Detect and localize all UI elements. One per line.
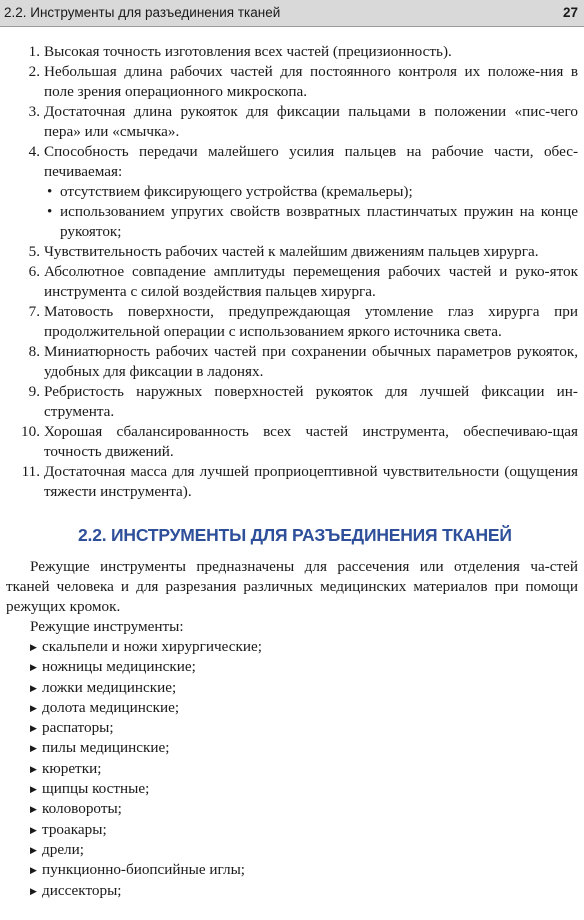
list-item <box>0 637 584 657</box>
bullet-dot-icon: • <box>47 183 53 200</box>
tool-text: распаторы; <box>42 719 114 737</box>
list-item <box>0 678 584 698</box>
list-item <box>0 382 584 422</box>
item-text: Небольшая длина рабочих частей для постоянного контроля их положе-ния в поле зрения операционного микроскопа. <box>44 63 578 100</box>
list-item <box>0 718 584 738</box>
page-content <box>0 26 584 901</box>
triangle-right-icon: ▶ <box>30 844 37 855</box>
item-number: 4. <box>28 143 40 160</box>
item-text: Высокая точность изготовления всех частей (прецизионность). <box>44 43 452 60</box>
list-item <box>0 62 584 102</box>
triangle-right-icon: ▶ <box>30 682 37 693</box>
list-item <box>0 698 584 718</box>
tool-text: дрели; <box>42 840 84 858</box>
triangle-right-icon: ▶ <box>30 885 37 896</box>
sub-item-text: использованием упругих свойств возвратных пластинчатых пружин на конце рукояток; <box>60 203 578 240</box>
item-number: 6. <box>28 263 40 280</box>
item-text: Абсолютное совпадение амплитуды перемещения рабочих частей и руко-яток инструмента с силой воздействия пальцев хирурга. <box>44 263 578 300</box>
list-item <box>0 142 584 182</box>
list-item <box>0 302 584 342</box>
tool-text: пилы медицинские; <box>42 739 170 757</box>
sub-list-item <box>0 182 584 202</box>
item-text: Чувствительность рабочих частей к малейшим движениям пальцев хирурга. <box>44 243 539 260</box>
tools-heading: Режущие инструменты: <box>30 618 184 635</box>
triangle-right-icon: ▶ <box>30 865 37 876</box>
list-item <box>0 42 584 62</box>
tools-list <box>0 637 584 901</box>
page-number: 27 <box>562 5 578 20</box>
list-item <box>0 422 584 462</box>
list-item <box>0 840 584 860</box>
item-number: 5. <box>28 243 40 260</box>
triangle-right-icon: ▶ <box>30 804 37 815</box>
list-item <box>0 657 584 677</box>
triangle-right-icon: ▶ <box>30 763 37 774</box>
tool-text: троакары; <box>42 820 107 838</box>
running-header <box>0 0 584 27</box>
list-item <box>0 820 584 840</box>
tool-text: коловороты; <box>42 800 122 818</box>
requirements-list-continued <box>0 242 584 502</box>
tool-text: пункционно-биопсийные иглы; <box>42 861 246 879</box>
tool-text: диссекторы; <box>42 881 122 899</box>
tool-text: щипцы костные; <box>42 780 150 798</box>
list-item <box>0 779 584 799</box>
list-item <box>0 462 584 502</box>
sub-list-item <box>0 202 584 242</box>
tool-text: ложки медицинские; <box>42 678 177 696</box>
item-number: 3. <box>28 103 40 120</box>
list-item <box>0 759 584 779</box>
requirements-list <box>0 42 584 182</box>
triangle-right-icon: ▶ <box>30 824 37 835</box>
triangle-right-icon: ▶ <box>30 723 37 734</box>
item-text: Миниатюрность рабочих частей при сохранении обычных параметров рукояток, удобных для фиксации в ладонях. <box>44 343 578 380</box>
tool-text: кюретки; <box>42 759 102 777</box>
item-text: Достаточная длина рукояток для фиксации пальцами в положении «пис-чего пера» или «смычка». <box>44 103 578 140</box>
item-text: Достаточная масса для лучшей проприоцептивной чувствительности (ощущения тяжести инструмента). <box>44 463 578 500</box>
list-item <box>0 799 584 819</box>
item-number: 2. <box>28 63 40 80</box>
item-text: Способность передачи малейшего усилия пальцев на рабочие части, обес-печиваемая: <box>44 143 578 180</box>
list-item <box>0 242 584 262</box>
list-item <box>0 738 584 758</box>
tool-text: скальпели и ножи хирургические; <box>42 638 262 655</box>
item-text: Матовость поверхности, предупреждающая утомление глаз хирурга при продолжительной операции с использованием яркого источника света. <box>44 303 578 340</box>
item-text: Хорошая сбалансированность всех частей инструмента, обеспечиваю-щая точность движений. <box>44 423 578 460</box>
triangle-right-icon: ▶ <box>30 642 37 652</box>
list-item <box>0 342 584 382</box>
intro-paragraph: Режущие инструменты предназначены для рассечения или отделения ча-стей тканей человека и для разрезания различных медицинских материалов при помощи режущих кромок. <box>6 558 578 615</box>
header-section-title: 2.2. Инструменты для разъединения тканей <box>4 5 281 20</box>
item-number: 7. <box>28 303 40 320</box>
triangle-right-icon: ▶ <box>30 662 37 673</box>
list-item <box>0 102 584 142</box>
item-number: 9. <box>28 383 40 400</box>
item-number: 1. <box>28 43 40 60</box>
list-item <box>0 860 584 880</box>
triangle-right-icon: ▶ <box>30 743 37 754</box>
tool-text: ножницы медицинские; <box>42 658 196 676</box>
item-number: 8. <box>28 343 40 360</box>
item-number: 11. <box>21 463 40 480</box>
item-number: 10. <box>21 423 40 440</box>
tool-text: долота медицинские; <box>42 698 180 716</box>
list-item <box>0 262 584 302</box>
sub-item-text: отсутствием фиксирующего устройства (кремальеры); <box>60 183 413 200</box>
section-heading: 2.2. ИНСТРУМЕНТЫ ДЛЯ РАЗЪЕДИНЕНИЯ ТКАНЕЙ <box>78 525 512 545</box>
item-text: Ребристость наружных поверхностей рукояток для лучшей фиксации ин-струмента. <box>44 383 578 420</box>
bullet-dot-icon: • <box>47 203 53 220</box>
triangle-right-icon: ▶ <box>30 702 37 713</box>
triangle-right-icon: ▶ <box>30 784 37 795</box>
list-item <box>0 881 584 901</box>
